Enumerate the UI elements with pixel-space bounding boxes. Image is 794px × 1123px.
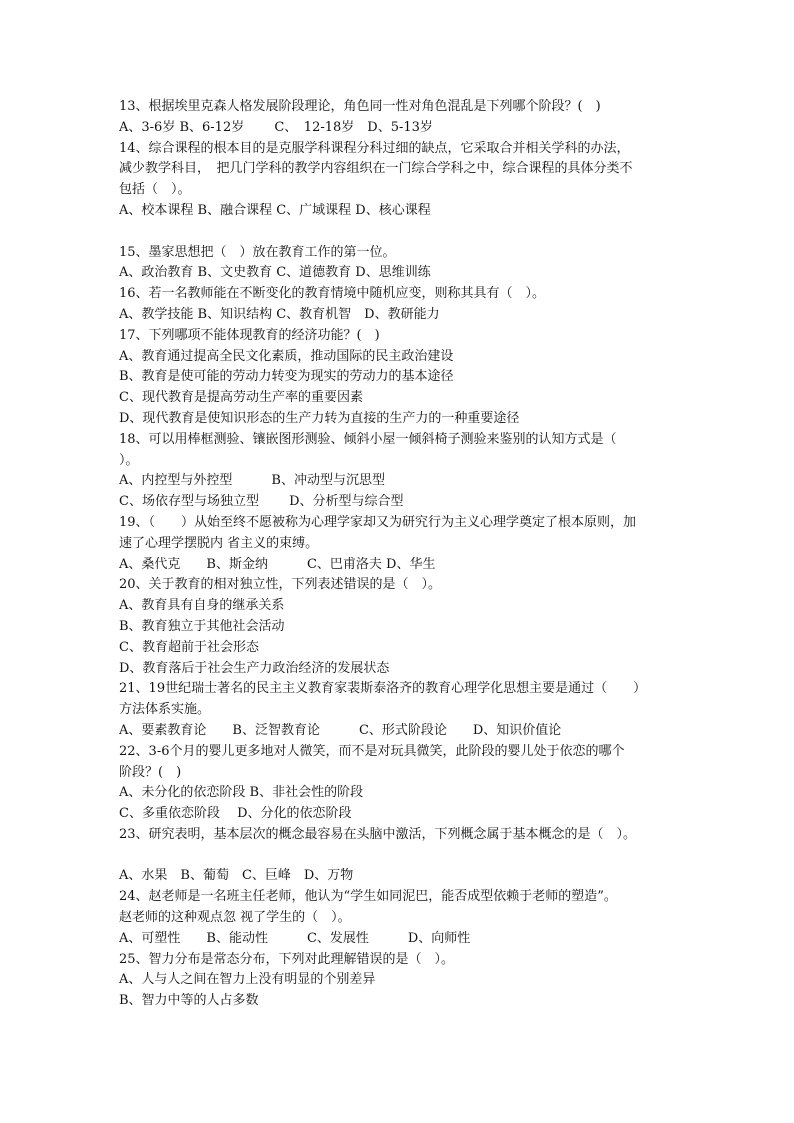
text-line: B、智力中等的人占多数 — [119, 993, 259, 1009]
text-line: B、教育独立于其他社会活动 — [119, 618, 285, 634]
text-line: C、教育超前于社会形态 — [119, 639, 259, 655]
text-line: A、教育具有自身的继承关系 — [119, 598, 285, 614]
text-line: ）。 — [119, 452, 139, 468]
text-line: A、3-6岁 B、6-12岁 C、 12-18岁 D、5-13岁 — [119, 119, 433, 135]
text-line: A、教学技能 B、知识结构 C、教育机智 D、教研能力 — [119, 306, 440, 322]
text-line: 阶段？( ) — [119, 764, 182, 780]
text-line: 赵老师的这种观点忽 视了学生的（ ）。 — [119, 910, 351, 926]
text-line: 减少教学科目， 把几门学科的教学内容组织在一门综合学科之中，综合课程的具体分类不 — [119, 161, 633, 177]
text-line: D、现代教育是使知识形态的生产力转为直接的生产力的一种重要途径 — [119, 410, 520, 426]
text-line: A、人与人之间在智力上没有明显的个别差异 — [119, 972, 376, 988]
text-line: A、校本课程 B、融合课程 C、广域课程 D、核心课程 — [119, 202, 431, 218]
question-text-line: 20、关于教育的相对独立性，下列表述错误的是（ ）。 — [119, 577, 442, 593]
text-line: C、多重依恋阶段 D、分化的依恋阶段 — [119, 806, 352, 822]
text-line: A、政治教育 B、文史教育 C、道德教育 D、思维训练 — [119, 265, 431, 281]
document-body — [119, 97, 684, 1012]
text-line: A、可塑性 B、能动性 C、发展性 D、向师性 — [119, 930, 471, 946]
question-text-line: 22、3-6个月的婴儿更多地对人微笑，而不是对玩具微笑，此阶段的婴儿处于依恋的哪个 — [119, 743, 625, 759]
text-line: 方法体系实施。 — [119, 702, 211, 718]
text-line: A、内控型与外控型 B、冲动型与沉思型 — [119, 473, 385, 489]
text-line: 速了心理学摆脱内 省主义的束缚。 — [119, 535, 319, 551]
text-line: 包括（ ）。 — [119, 182, 191, 198]
text-line: A、水果 B、葡萄 C、巨峰 D、万物 — [119, 868, 354, 884]
blank-line — [119, 846, 684, 867]
question-text-line: 21、19世纪瑞士著名的民主主义教育家裴斯泰洛齐的教育心理学化思想主要是通过（ ） — [119, 681, 647, 697]
question-text-line: 16、若一名教师能在不断变化的教育情境中随机应变，则称其具有（ ）。 — [119, 286, 546, 302]
question-text-line: 14、综合课程的根本目的是克服学科课程分科过细的缺点，它采取合并相关学科的办法， — [119, 140, 630, 156]
question-text-line: 23、研究表明，基本层次的概念最容易在头脑中激活，下列概念属于基本概念的是（ ）。 — [119, 826, 637, 842]
text-line: C、场依存型与场独立型 D、分析型与综合型 — [119, 494, 404, 510]
text-line: A、桑代克 B、斯金纳 C、巴甫洛夫 D、华生 — [119, 556, 436, 572]
text-line: D、教育落后于社会生产力政治经济的发展状态 — [119, 660, 390, 676]
text-line: B、教育是使可能的劳动力转变为现实的劳动力的基本途径 — [119, 369, 454, 385]
text-line: A、未分化的依恋阶段 B、非社会性的阶段 — [119, 785, 364, 801]
question-text-line: 19、（ ）从始至终不愿被称为心理学家却又为研究行为主义心理学奠定了根本原则，加 — [119, 514, 637, 530]
question-text-line: 25、智力分布是常态分布，下列对此理解错误的是（ ）。 — [119, 951, 455, 967]
text-line: A、要素教育论 B、泛智教育论 C、形式阶段论 D、知识价值论 — [119, 722, 562, 738]
text-line: A、教育通过提高全民文化素质，推动国际的民主政治建设 — [119, 348, 454, 364]
question-text-line: 15、墨家思想把（ ）放在教育工作的第一位。 — [119, 244, 396, 260]
blank-line — [119, 222, 684, 243]
question-text-line: 24、赵老师是一名班主任老师，他认为“学生如同泥巴，能否成型依赖于老师的塑造”。 — [119, 889, 617, 905]
question-text-line: 13、根据埃里克森人格发展阶段理论，角色同一性对角色混乱是下列哪个阶段？( ) — [119, 99, 601, 114]
question-text-line: 17、下列哪项不能体现教育的经济功能？( ) — [119, 327, 380, 343]
text-line: C、现代教育是提高劳动生产率的重要因素 — [119, 390, 363, 406]
question-text-line: 18、可以用棒框测验、镶嵌图形测验、倾斜小屋一倾斜椅子测验来鉴别的认知方式是（ — [119, 431, 617, 447]
